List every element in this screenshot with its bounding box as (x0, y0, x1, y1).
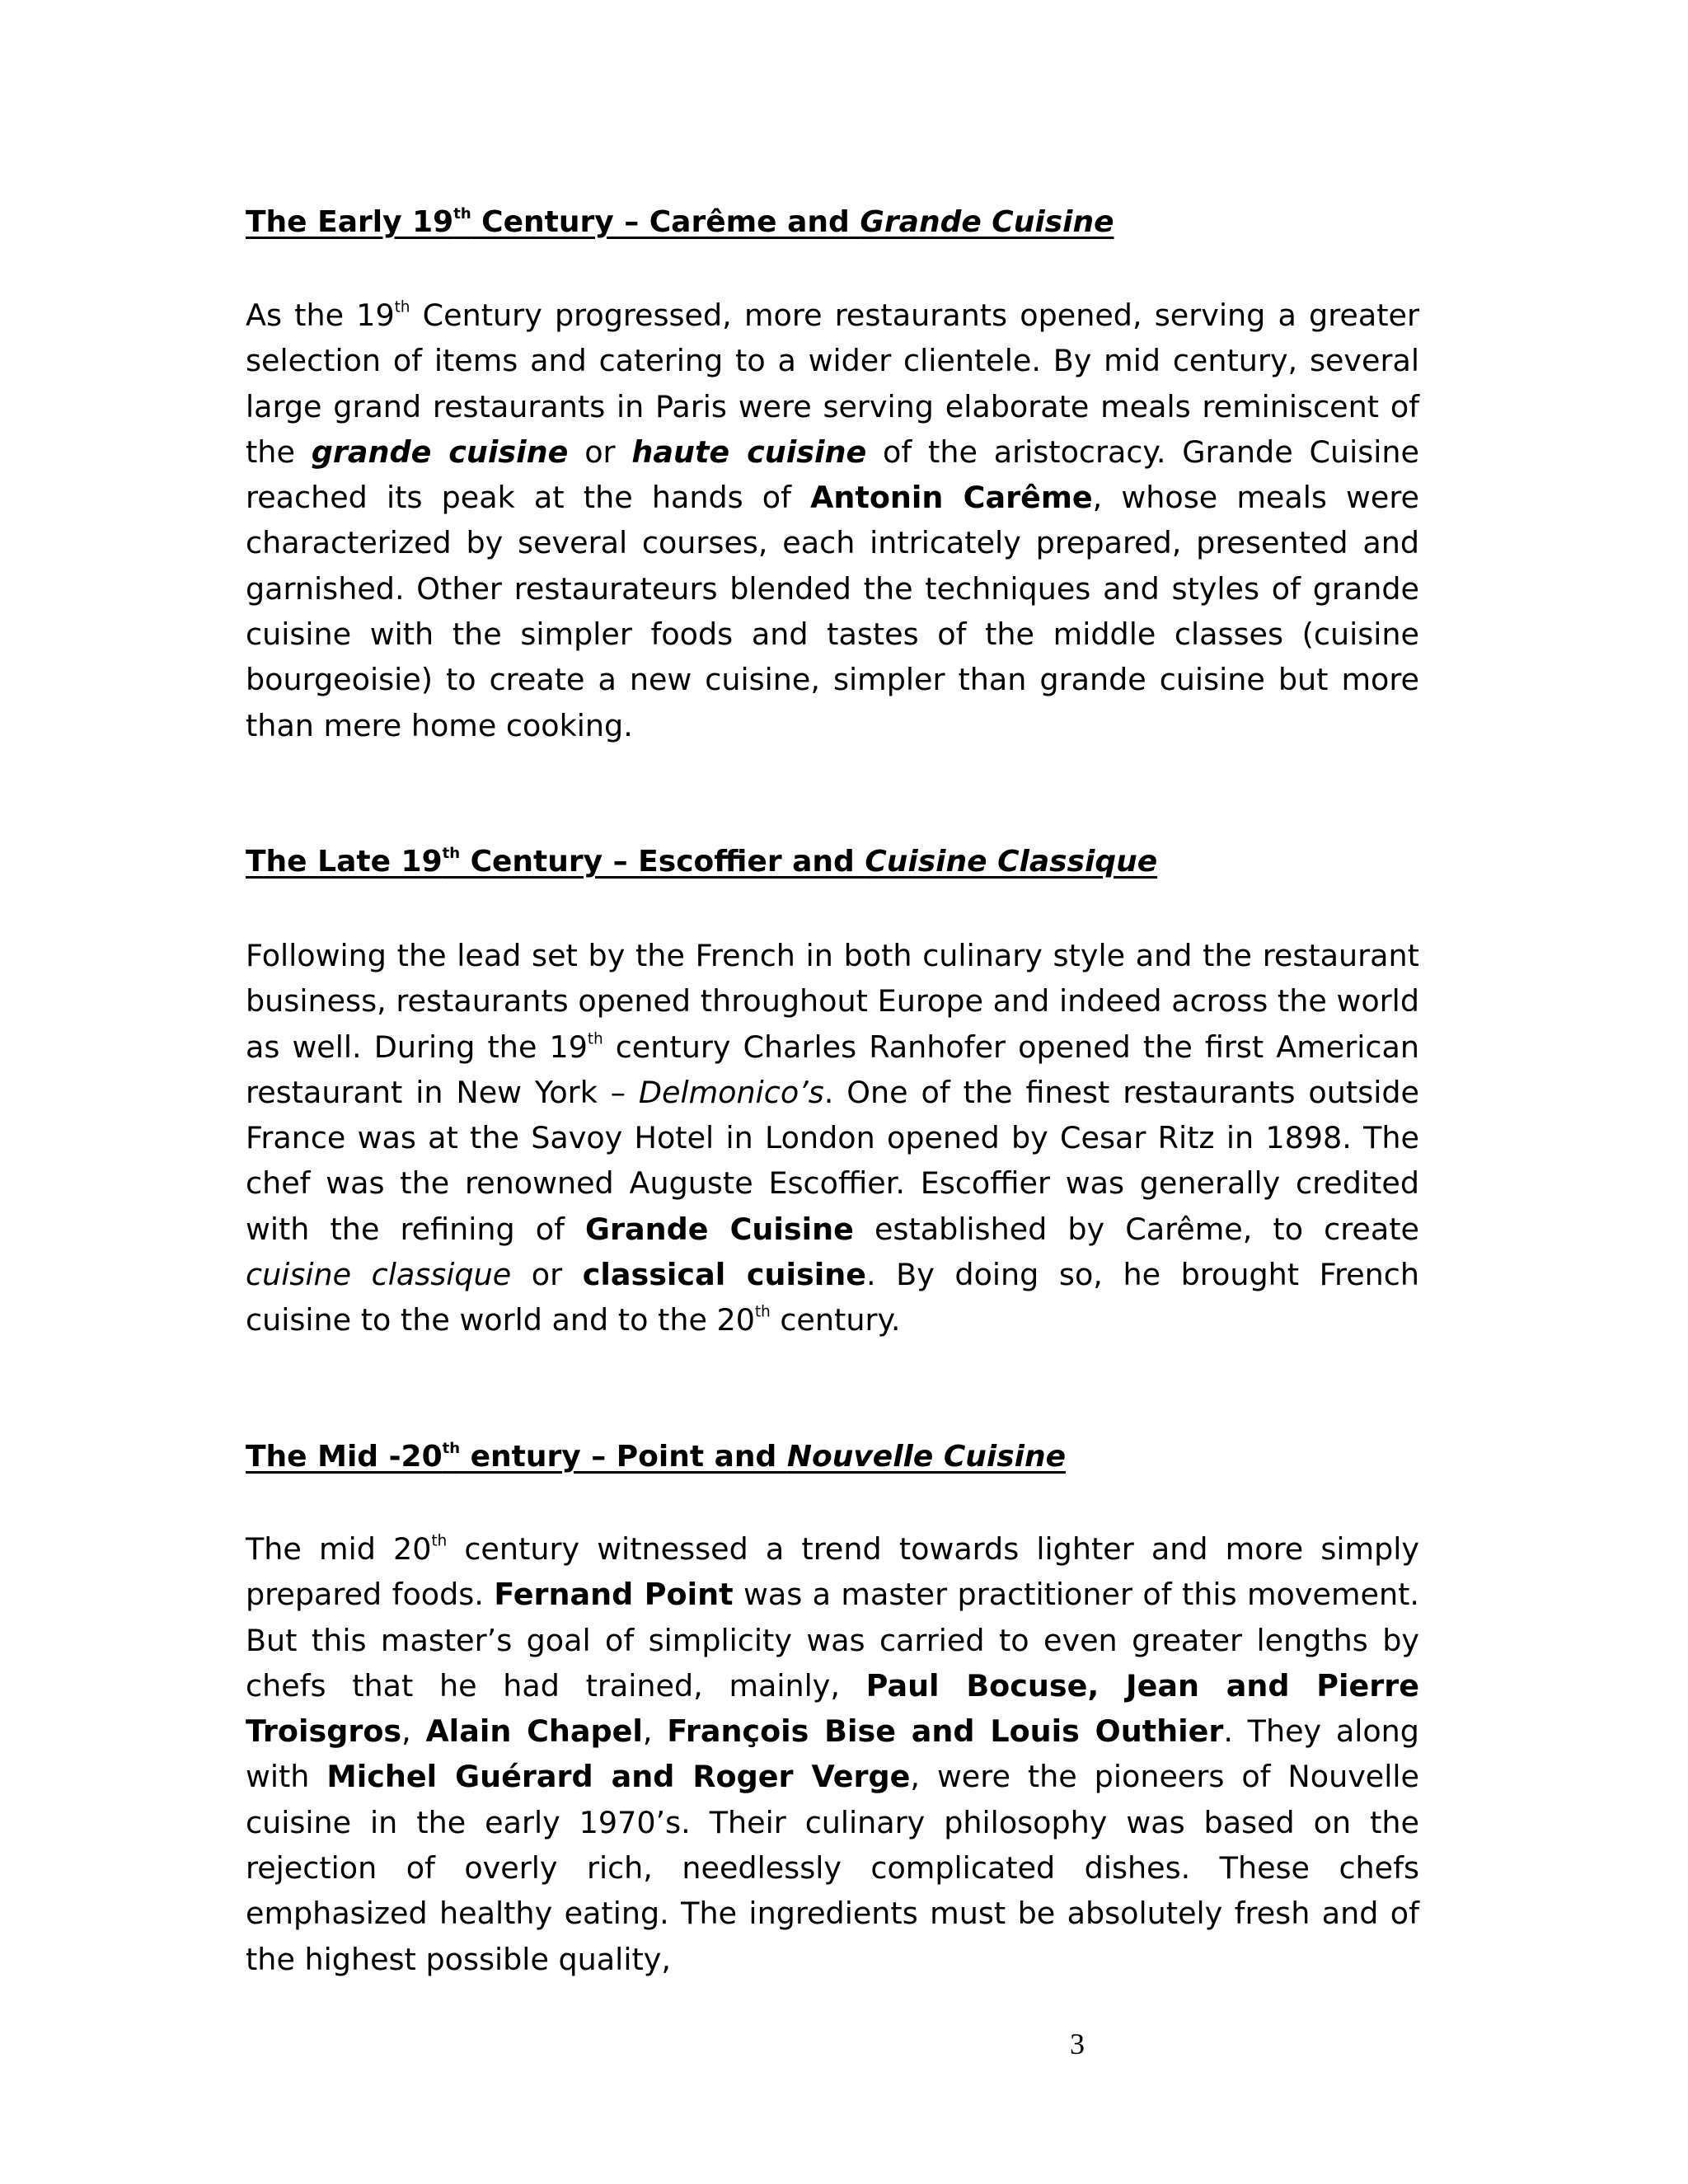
heading-italic-text: Nouvelle Cuisine (786, 1440, 1067, 1474)
name-delmonicos: Delmonico’s (638, 1074, 824, 1110)
text-run: or (568, 434, 632, 470)
text-run: As the 19 (246, 298, 395, 333)
text-run: Century progressed, more restaurants opened, serving a greater selection of items and catering to a wider clientele. By mid century, several large grand restaurants in Paris were serving elaborate meals reminiscent of the (246, 298, 1419, 470)
heading-italic-text: Cuisine Classique (865, 845, 1158, 879)
text-run: , (401, 1713, 426, 1750)
heading-superscript: th (442, 844, 461, 862)
paragraph-late-19th-century (246, 933, 1419, 1343)
heading-text: The Early 19 (246, 205, 454, 239)
text-run: The mid 20 (246, 1531, 432, 1567)
name-antonin-careme: Antonin Carême (810, 480, 1093, 516)
text-run: Following the lead set by the French in both culinary style and the restaurant business, restaurants opened throughout Europe and indeed across the world as well. During the 19 (246, 938, 1419, 1065)
heading-text: The Mid -20 (246, 1440, 443, 1474)
section-heading-late-19th-century (246, 844, 1157, 880)
superscript: th (431, 1532, 448, 1550)
text-run: of the aristocracy. Grande Cuisine reached its peak at the hands of (246, 434, 1419, 516)
heading-superscript: th (453, 204, 471, 223)
section-heading-early-19th-century (246, 204, 1114, 241)
name-fernand-point: Fernand Point (494, 1577, 734, 1613)
section-heading-mid-20th-century (246, 1439, 1066, 1475)
text-run: , (642, 1713, 668, 1750)
superscript: th (755, 1303, 771, 1321)
paragraph-early-19th-century (246, 293, 1419, 748)
emphasis-haute-cuisine: haute cuisine (631, 434, 867, 470)
text-run: or (511, 1257, 583, 1293)
heading-text: entury – Point and (460, 1440, 787, 1474)
emphasis-grande-cuisine: Grande Cuisine (585, 1211, 854, 1247)
text-run: . They along with (246, 1713, 1419, 1795)
paragraph-mid-20th-century (246, 1526, 1419, 1982)
superscript: th (394, 298, 410, 316)
emphasis-cuisine-classique: cuisine classique (246, 1257, 512, 1293)
text-run: century. (770, 1302, 901, 1338)
emphasis-classical-cuisine: classical cuisine (582, 1257, 866, 1293)
superscript: th (587, 1030, 603, 1048)
text-run: century witnessed a trend towards lighter and more simply prepared foods. (246, 1531, 1419, 1613)
heading-text: Century – Escoffier and (460, 845, 865, 879)
names-bise-outhier: François Bise and Louis Outhier (667, 1713, 1224, 1750)
text-run: was a master practitioner of this movement. But this master’s goal of simplicity was carried to even greater lengths by chefs that he had trained, mainly, (246, 1577, 1419, 1704)
text-run: century Charles Ranhofer opened the first American restaurant in New York – (246, 1029, 1419, 1110)
text-run: , were the pioneers of Nouvelle cuisine in the early 1970’s. Their culinary philosophy was based on the rejection of overly rich, needlessly complicated dishes. These chefs emphasized healthy eating. The ingredients must be absolutely fresh and of the highest possible quality, (246, 1759, 1419, 1977)
text-run: . One of the finest restaurants outside France was at the Savoy Hotel in London opened by Cesar Ritz in 1898. The chef was the renowned Auguste Escoffier. Escoffier was generally credited with the refining of (246, 1074, 1419, 1247)
heading-italic-text: Grande Cuisine (860, 205, 1114, 239)
heading-text: The Late 19 (246, 845, 443, 879)
heading-text: Century – Carême and (471, 205, 860, 239)
document-page (246, 0, 1419, 2184)
emphasis-grande-cuisine: grande cuisine (311, 434, 569, 470)
heading-superscript: th (442, 1439, 461, 1457)
text-run: established by Carême, to create (853, 1211, 1419, 1247)
text-run: . By doing so, he brought French cuisine to the world and to the 20 (246, 1257, 1419, 1338)
text-run: , whose meals were characterized by several courses, each intricately prepared, presented and garnished. Other restaurateurs blended the techniques and styles of grande cuisine with the simpler foods and tastes of the middle classes (cuisine bourgeoisie) to create a new cuisine, simpler than grande cuisine but more than mere home cooking. (246, 480, 1420, 743)
name-alain-chapel: Alain Chapel (425, 1713, 643, 1750)
page-number: 3 (1070, 2027, 1085, 2060)
names-guerard-verge: Michel Guérard and Roger Verge (326, 1759, 911, 1795)
names-bocuse-troisgros: Paul Bocuse, Jean and Pierre Troisgros (246, 1667, 1420, 1750)
